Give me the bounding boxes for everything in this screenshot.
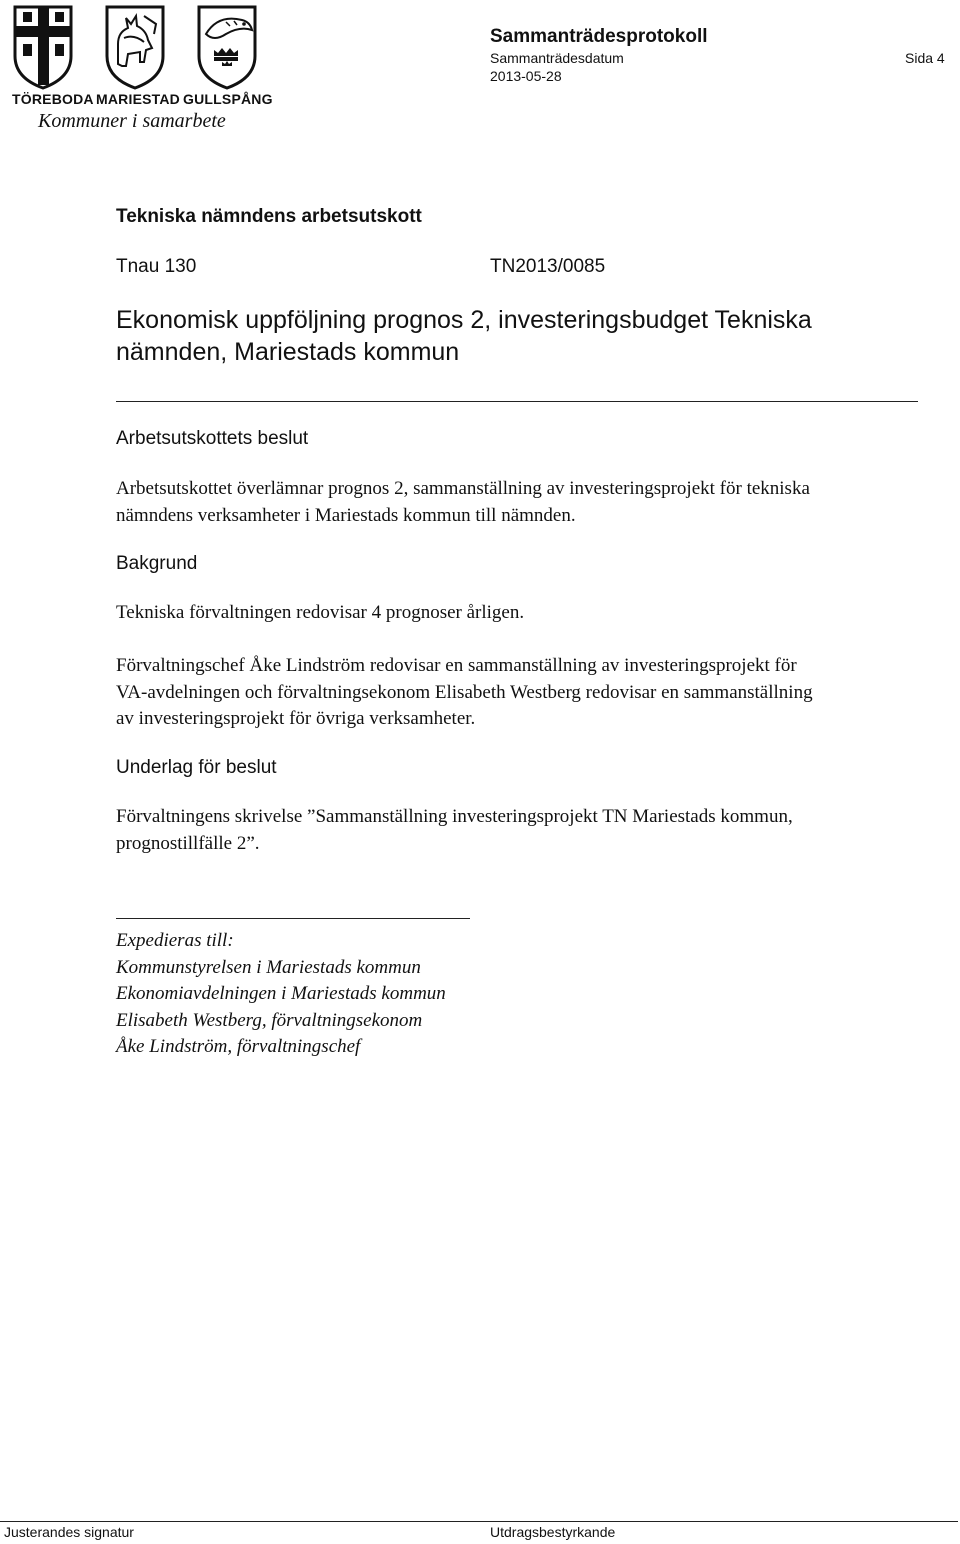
section-heading-basis: Underlag för beslut xyxy=(116,757,277,778)
meeting-date-label: Sammanträdesdatum xyxy=(490,50,624,66)
decision-paragraph xyxy=(116,476,956,529)
case-number: TN2013/0085 xyxy=(490,256,606,277)
toreboda-shield-icon xyxy=(12,4,74,90)
text-line: VA-avdelningen och förvaltningsekonom Elisabeth Westberg redovisar en sammanställning xyxy=(116,681,813,703)
logo-tagline: Kommuner i samarbete xyxy=(38,110,226,132)
distribution-recipient: Åke Lindström, förvaltningschef xyxy=(116,1036,361,1057)
text-line: Tekniska förvaltningen redovisar 4 prognoser årligen. xyxy=(116,602,525,623)
page-number: Sida 4 xyxy=(905,50,945,66)
committee-heading: Tekniska nämndens arbetsutskott xyxy=(116,206,422,227)
paragraph-number: Tnau 130 xyxy=(116,256,197,277)
logo-town-mariestad: MARIESTAD xyxy=(96,91,180,107)
footer-divider xyxy=(0,1521,958,1522)
footer-certification-label: Utdragsbestyrkande xyxy=(490,1524,616,1540)
text-line: Förvaltningschef Åke Lindström redovisar en sammanställning av investeringsprojekt för xyxy=(116,655,797,676)
distribution-recipient: Ekonomiavdelningen i Mariestads kommun xyxy=(116,983,446,1004)
distribution-recipient: Kommunstyrelsen i Mariestads kommun xyxy=(116,956,421,978)
background-paragraph-2 xyxy=(116,653,956,733)
distribution-divider xyxy=(116,918,470,919)
section-heading-background: Bakgrund xyxy=(116,553,198,574)
text-line: av investeringsprojekt för övriga verksamheter. xyxy=(116,708,476,729)
meeting-date: 2013-05-28 xyxy=(490,68,562,84)
background-paragraph-1 xyxy=(116,600,956,627)
text-line: nämndens verksamheter i Mariestads kommun till nämnden. xyxy=(116,504,576,526)
title-divider xyxy=(116,401,918,402)
gullspang-shield-icon xyxy=(196,4,258,90)
matter-title-line: nämnden, Mariestads kommun xyxy=(116,338,460,366)
matter-title-line: Ekonomisk uppföljning prognos 2, investeringsbudget Tekniska xyxy=(116,306,812,334)
text-line: Förvaltningens skrivelse ”Sammanställning investeringsprojekt TN Mariestads kommun, xyxy=(116,806,793,827)
section-heading-decision: Arbetsutskottets beslut xyxy=(116,428,309,449)
logo-town-toreboda: TÖREBODA xyxy=(12,91,94,107)
distribution-label: Expedieras till: xyxy=(116,930,234,951)
distribution-list xyxy=(116,928,446,1061)
logo-town-gullspang: GULLSPÅNG xyxy=(183,91,273,107)
text-line: Arbetsutskottet överlämnar prognos 2, sammanställning av investeringsprojekt för tekniska xyxy=(116,478,810,499)
footer-signature-label: Justerandes signatur xyxy=(4,1524,134,1540)
text-line: prognostillfälle 2”. xyxy=(116,832,260,854)
document-type-title: Sammanträdesprotokoll xyxy=(490,26,708,47)
matter-title xyxy=(116,304,916,368)
distribution-recipient: Elisabeth Westberg, förvaltningsekonom xyxy=(116,1009,423,1031)
mariestad-shield-icon xyxy=(104,4,166,90)
basis-paragraph xyxy=(116,804,956,857)
